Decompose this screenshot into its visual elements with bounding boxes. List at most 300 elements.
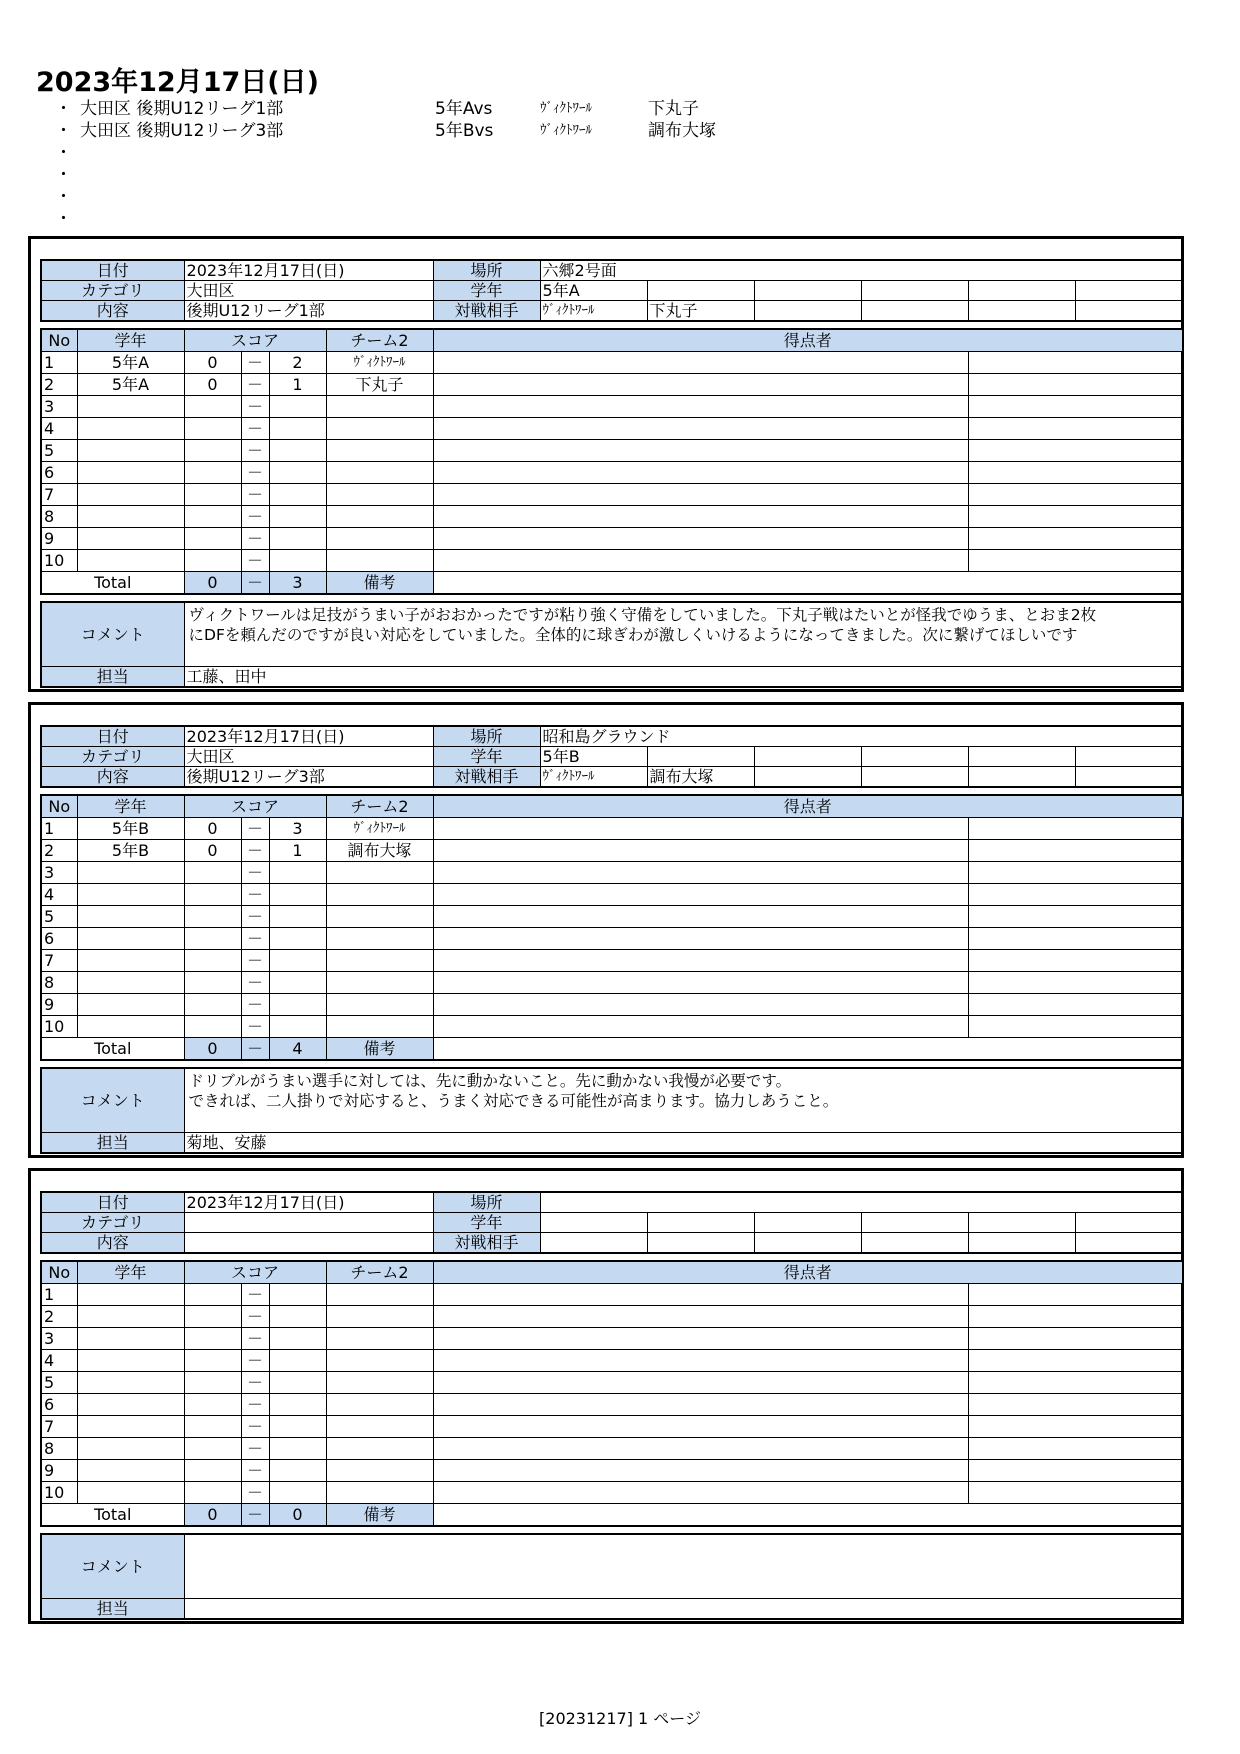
match-team2 xyxy=(326,528,433,550)
match-grade xyxy=(77,928,184,950)
score-dash: － xyxy=(241,418,269,440)
match-report-block xyxy=(28,1168,1184,1624)
match-no: 5 xyxy=(41,906,77,928)
table-row xyxy=(41,352,1183,374)
match-team2 xyxy=(326,462,433,484)
scorers-cell xyxy=(433,818,968,840)
scorers-extra xyxy=(968,484,1183,506)
comment-label: コメント xyxy=(41,602,184,666)
match-team2 xyxy=(326,418,433,440)
scorers-extra xyxy=(968,884,1183,906)
match-team2 xyxy=(326,484,433,506)
match-grade xyxy=(77,1328,184,1350)
match-no: 1 xyxy=(41,352,77,374)
table-row xyxy=(41,928,1183,950)
no-header: No xyxy=(41,329,77,352)
table-row xyxy=(41,550,1183,572)
scorers-extra xyxy=(968,906,1183,928)
score-away xyxy=(269,972,326,994)
score-dash: － xyxy=(241,1482,269,1504)
scorers-extra xyxy=(968,1016,1183,1038)
comment-line: ヴィクトワールは足技がうまい子がおおかったですが粘り強く守備をしていました。下丸子戦はたいとが怪我でゆうま、とおま2枚 xyxy=(188,606,1097,624)
scorers-header: 得点者 xyxy=(433,795,1183,818)
scorers-cell xyxy=(433,972,968,994)
match-team2: 調布大塚 xyxy=(326,840,433,862)
match-team2 xyxy=(326,1284,433,1306)
summary-league: 大田区 後期U12リーグ1部 xyxy=(80,99,284,119)
match-report-block xyxy=(28,236,1184,692)
match-grade xyxy=(77,1306,184,1328)
score-home xyxy=(184,1328,241,1350)
score-dash: － xyxy=(241,352,269,374)
match-team2 xyxy=(326,1372,433,1394)
score-dash: － xyxy=(241,1372,269,1394)
staff-value: 工藤、田中 xyxy=(184,666,1183,687)
score-away xyxy=(269,994,326,1016)
comment-line: にDFを頼んだのですが良い対応をしていました。全体的に球ぎわが激しくいけるようになってきました。次に繋げてほしいです xyxy=(188,626,1078,644)
score-home xyxy=(184,1284,241,1306)
grade-extra xyxy=(968,281,1075,301)
summary-opponent-kana: ｳﾞｨｸﾄﾜｰﾙ xyxy=(540,123,592,138)
category-value: 大田区 xyxy=(184,747,433,767)
scorers-extra xyxy=(968,972,1183,994)
score-home xyxy=(184,528,241,550)
total-home: 0 xyxy=(184,1504,241,1527)
score-dash: － xyxy=(241,1438,269,1460)
bullet: ・ xyxy=(55,121,72,141)
grade-value: 5年A xyxy=(540,281,647,301)
scorers-cell xyxy=(433,484,968,506)
scorers-cell xyxy=(433,862,968,884)
score-away xyxy=(269,884,326,906)
grade-extra xyxy=(968,747,1075,767)
place-label: 場所 xyxy=(433,1192,540,1213)
scorers-cell xyxy=(433,1438,968,1460)
grade-header: 学年 xyxy=(77,329,184,352)
score-away xyxy=(269,950,326,972)
score-away xyxy=(269,1016,326,1038)
scorers-extra xyxy=(968,1350,1183,1372)
match-no: 9 xyxy=(41,1460,77,1482)
category-label: カテゴリ xyxy=(41,281,184,301)
comment-table xyxy=(40,1533,1184,1620)
match-team2 xyxy=(326,396,433,418)
scorers-extra xyxy=(968,506,1183,528)
table-row xyxy=(41,862,1183,884)
score-dash: － xyxy=(241,928,269,950)
scorers-extra xyxy=(968,1284,1183,1306)
scorers-extra xyxy=(968,1328,1183,1350)
score-away: 1 xyxy=(269,374,326,396)
match-no: 2 xyxy=(41,1306,77,1328)
summary-row xyxy=(50,120,950,142)
match-no: 3 xyxy=(41,396,77,418)
score-home xyxy=(184,1482,241,1504)
table-row xyxy=(41,1416,1183,1438)
staff-value xyxy=(184,1598,1183,1619)
score-away xyxy=(269,1460,326,1482)
match-no: 3 xyxy=(41,862,77,884)
category-label: カテゴリ xyxy=(41,1213,184,1233)
scorers-cell xyxy=(433,440,968,462)
match-no: 1 xyxy=(41,1284,77,1306)
scorers-extra xyxy=(968,1438,1183,1460)
total-away: 3 xyxy=(269,572,326,595)
match-no: 8 xyxy=(41,1438,77,1460)
table-row xyxy=(41,1372,1183,1394)
score-home: 0 xyxy=(184,374,241,396)
date-label: 日付 xyxy=(41,726,184,747)
match-no: 8 xyxy=(41,506,77,528)
match-team2 xyxy=(326,1350,433,1372)
score-away xyxy=(269,928,326,950)
summary-grade: 5年Avs xyxy=(435,99,493,119)
category-value: 大田区 xyxy=(184,281,433,301)
total-home: 0 xyxy=(184,572,241,595)
score-away xyxy=(269,440,326,462)
score-home xyxy=(184,994,241,1016)
score-away xyxy=(269,1482,326,1504)
table-row xyxy=(41,1438,1183,1460)
content-label: 内容 xyxy=(41,1233,184,1254)
score-away xyxy=(269,1416,326,1438)
score-away xyxy=(269,1284,326,1306)
notes-value xyxy=(433,1504,1183,1527)
match-grade xyxy=(77,396,184,418)
score-away: 1 xyxy=(269,840,326,862)
score-dash: － xyxy=(241,396,269,418)
category-label: カテゴリ xyxy=(41,747,184,767)
match-no: 6 xyxy=(41,462,77,484)
match-grade xyxy=(77,1394,184,1416)
bullet: ・ xyxy=(55,165,72,185)
match-no: 8 xyxy=(41,972,77,994)
opponent-kana xyxy=(540,1233,647,1254)
scorers-cell xyxy=(433,1394,968,1416)
scorers-extra xyxy=(968,818,1183,840)
score-away xyxy=(269,1438,326,1460)
score-dash: － xyxy=(241,862,269,884)
score-away xyxy=(269,1372,326,1394)
opponent-extra xyxy=(968,1233,1075,1254)
score-home xyxy=(184,1372,241,1394)
scorers-extra xyxy=(968,1482,1183,1504)
scorers-cell xyxy=(433,1372,968,1394)
summary-row xyxy=(50,208,950,230)
report-inner xyxy=(40,259,1172,688)
table-row xyxy=(41,528,1183,550)
place-value: 六郷2号面 xyxy=(540,260,1183,281)
match-grade xyxy=(77,1482,184,1504)
grade-extra xyxy=(647,1213,754,1233)
content-label: 内容 xyxy=(41,767,184,788)
score-away xyxy=(269,1328,326,1350)
table-row xyxy=(41,994,1183,1016)
notes-value xyxy=(433,572,1183,595)
score-dash: － xyxy=(241,374,269,396)
match-no: 2 xyxy=(41,374,77,396)
table-row xyxy=(41,396,1183,418)
score-home xyxy=(184,506,241,528)
bullet: ・ xyxy=(55,143,72,163)
opponent-extra xyxy=(861,301,968,322)
match-no: 10 xyxy=(41,1482,77,1504)
score-home xyxy=(184,1416,241,1438)
score-home xyxy=(184,1394,241,1416)
score-home xyxy=(184,950,241,972)
scorers-extra xyxy=(968,528,1183,550)
scorers-cell xyxy=(433,374,968,396)
score-dash: － xyxy=(241,440,269,462)
score-away xyxy=(269,418,326,440)
match-no: 10 xyxy=(41,550,77,572)
grade-value xyxy=(540,1213,647,1233)
score-dash: － xyxy=(241,972,269,994)
grade-header: 学年 xyxy=(77,1261,184,1284)
table-row xyxy=(41,884,1183,906)
total-dash: － xyxy=(241,1504,269,1527)
match-no: 7 xyxy=(41,950,77,972)
table-row xyxy=(41,1016,1183,1038)
summary-opponent: 調布大塚 xyxy=(648,121,716,141)
place-value xyxy=(540,1192,1183,1213)
score-home xyxy=(184,1438,241,1460)
match-no: 4 xyxy=(41,418,77,440)
score-dash: － xyxy=(241,1394,269,1416)
staff-value: 菊地、安藤 xyxy=(184,1132,1183,1153)
team2-header: チーム2 xyxy=(326,329,433,352)
total-away: 4 xyxy=(269,1038,326,1061)
table-row xyxy=(41,972,1183,994)
score-dash: － xyxy=(241,506,269,528)
match-grade xyxy=(77,1438,184,1460)
opponent-extra xyxy=(754,301,861,322)
scorers-extra xyxy=(968,352,1183,374)
summary-row xyxy=(50,164,950,186)
comment-label: コメント xyxy=(41,1534,184,1598)
notes-label: 備考 xyxy=(326,1038,433,1061)
match-team2 xyxy=(326,972,433,994)
grade-extra xyxy=(861,747,968,767)
match-team2 xyxy=(326,928,433,950)
score-dash: － xyxy=(241,994,269,1016)
scorers-extra xyxy=(968,1460,1183,1482)
match-team2 xyxy=(326,1438,433,1460)
date-label: 日付 xyxy=(41,1192,184,1213)
staff-label: 担当 xyxy=(41,666,184,687)
score-table xyxy=(40,1260,1184,1527)
date-value: 2023年12月17日(日) xyxy=(184,1192,433,1213)
score-header: スコア xyxy=(184,1261,326,1284)
match-team2 xyxy=(326,1016,433,1038)
comment-table xyxy=(40,601,1184,688)
match-report-block xyxy=(28,702,1184,1158)
score-home: 0 xyxy=(184,840,241,862)
match-grade: 5年B xyxy=(77,818,184,840)
score-dash: － xyxy=(241,1328,269,1350)
score-away xyxy=(269,1350,326,1372)
opponent-extra xyxy=(754,767,861,788)
comment-text xyxy=(184,1534,1183,1598)
score-away xyxy=(269,396,326,418)
match-grade: 5年A xyxy=(77,374,184,396)
grade-extra xyxy=(647,747,754,767)
scorers-cell xyxy=(433,1350,968,1372)
summary-league: 大田区 後期U12リーグ3部 xyxy=(80,121,284,141)
score-dash: － xyxy=(241,484,269,506)
score-home xyxy=(184,550,241,572)
table-row xyxy=(41,440,1183,462)
scorers-cell xyxy=(433,550,968,572)
score-dash: － xyxy=(241,550,269,572)
opponent-name: 調布大塚 xyxy=(647,767,754,788)
notes-label: 備考 xyxy=(326,572,433,595)
summary-opponent-kana: ｳﾞｨｸﾄﾜｰﾙ xyxy=(540,101,592,116)
match-grade xyxy=(77,528,184,550)
info-table xyxy=(40,259,1184,322)
match-grade xyxy=(77,1016,184,1038)
scorers-extra xyxy=(968,418,1183,440)
grade-extra xyxy=(754,281,861,301)
total-row xyxy=(41,1038,1183,1061)
notes-label: 備考 xyxy=(326,1504,433,1527)
no-header: No xyxy=(41,1261,77,1284)
comment-line: できれば、二人掛りで対応すると、うまく対応できる可能性が高まります。協力しあうこと。 xyxy=(188,1092,839,1110)
match-team2: ｳﾞｨｸﾄﾜｰﾙ xyxy=(326,352,433,374)
score-dash: － xyxy=(241,950,269,972)
scorers-cell xyxy=(433,352,968,374)
match-grade xyxy=(77,884,184,906)
match-no: 9 xyxy=(41,994,77,1016)
report-inner xyxy=(40,725,1172,1154)
scorers-cell xyxy=(433,396,968,418)
match-team2 xyxy=(326,550,433,572)
grade-header: 学年 xyxy=(77,795,184,818)
team2-header: チーム2 xyxy=(326,795,433,818)
scorers-cell xyxy=(433,1460,968,1482)
notes-value xyxy=(433,1038,1183,1061)
score-home xyxy=(184,928,241,950)
score-away xyxy=(269,484,326,506)
no-header: No xyxy=(41,795,77,818)
match-grade xyxy=(77,484,184,506)
match-grade xyxy=(77,950,184,972)
opponent-extra xyxy=(861,1233,968,1254)
score-home xyxy=(184,1460,241,1482)
match-team2 xyxy=(326,906,433,928)
bullet: ・ xyxy=(55,99,72,119)
score-dash: － xyxy=(241,1350,269,1372)
score-table xyxy=(40,328,1184,595)
match-team2 xyxy=(326,1328,433,1350)
score-away: 2 xyxy=(269,352,326,374)
table-row xyxy=(41,506,1183,528)
score-dash: － xyxy=(241,528,269,550)
score-away xyxy=(269,1394,326,1416)
opponent-kana: ｳﾞｨｸﾄﾜｰﾙ xyxy=(540,301,647,322)
grade-label: 学年 xyxy=(433,747,540,767)
match-no: 4 xyxy=(41,884,77,906)
score-dash: － xyxy=(241,1306,269,1328)
content-value: 後期U12リーグ3部 xyxy=(184,767,433,788)
total-row xyxy=(41,1504,1183,1527)
summary-grade: 5年Bvs xyxy=(435,121,494,141)
score-away xyxy=(269,1306,326,1328)
scorers-cell xyxy=(433,950,968,972)
scorers-cell xyxy=(433,528,968,550)
match-team2 xyxy=(326,506,433,528)
scorers-extra xyxy=(968,396,1183,418)
match-no: 10 xyxy=(41,1016,77,1038)
score-away xyxy=(269,528,326,550)
scorers-cell xyxy=(433,884,968,906)
match-team2 xyxy=(326,1416,433,1438)
scorers-cell xyxy=(433,1016,968,1038)
match-team2 xyxy=(326,1394,433,1416)
content-value: 後期U12リーグ1部 xyxy=(184,301,433,322)
scorers-cell xyxy=(433,840,968,862)
match-grade xyxy=(77,506,184,528)
opponent-extra xyxy=(861,767,968,788)
match-no: 7 xyxy=(41,1416,77,1438)
table-row xyxy=(41,1350,1183,1372)
staff-label: 担当 xyxy=(41,1598,184,1619)
match-team2 xyxy=(326,1306,433,1328)
scorers-extra xyxy=(968,550,1183,572)
match-no: 1 xyxy=(41,818,77,840)
total-dash: － xyxy=(241,572,269,595)
scorers-cell xyxy=(433,906,968,928)
match-grade xyxy=(77,1372,184,1394)
grade-label: 学年 xyxy=(433,281,540,301)
grade-extra xyxy=(1075,281,1183,301)
total-label: Total xyxy=(41,1504,184,1527)
scorers-extra xyxy=(968,928,1183,950)
report-inner xyxy=(40,1191,1172,1620)
scorers-cell xyxy=(433,928,968,950)
opponent-extra xyxy=(1075,1233,1183,1254)
grade-extra xyxy=(754,1213,861,1233)
match-grade xyxy=(77,994,184,1016)
match-team2 xyxy=(326,950,433,972)
scorers-cell xyxy=(433,418,968,440)
table-row xyxy=(41,1306,1183,1328)
match-no: 6 xyxy=(41,928,77,950)
score-away xyxy=(269,906,326,928)
grade-extra xyxy=(647,281,754,301)
score-header: スコア xyxy=(184,329,326,352)
score-home xyxy=(184,1016,241,1038)
table-row xyxy=(41,950,1183,972)
match-grade xyxy=(77,1284,184,1306)
match-no: 5 xyxy=(41,440,77,462)
scorers-cell xyxy=(433,1284,968,1306)
match-grade xyxy=(77,1460,184,1482)
score-away: 3 xyxy=(269,818,326,840)
table-row xyxy=(41,1284,1183,1306)
score-dash: － xyxy=(241,1284,269,1306)
grade-extra xyxy=(861,1213,968,1233)
score-home: 0 xyxy=(184,352,241,374)
match-team2 xyxy=(326,994,433,1016)
comment-label: コメント xyxy=(41,1068,184,1132)
score-table xyxy=(40,794,1184,1061)
scorers-extra xyxy=(968,840,1183,862)
scorers-extra xyxy=(968,374,1183,396)
total-label: Total xyxy=(41,572,184,595)
match-no: 7 xyxy=(41,484,77,506)
match-grade: 5年B xyxy=(77,840,184,862)
